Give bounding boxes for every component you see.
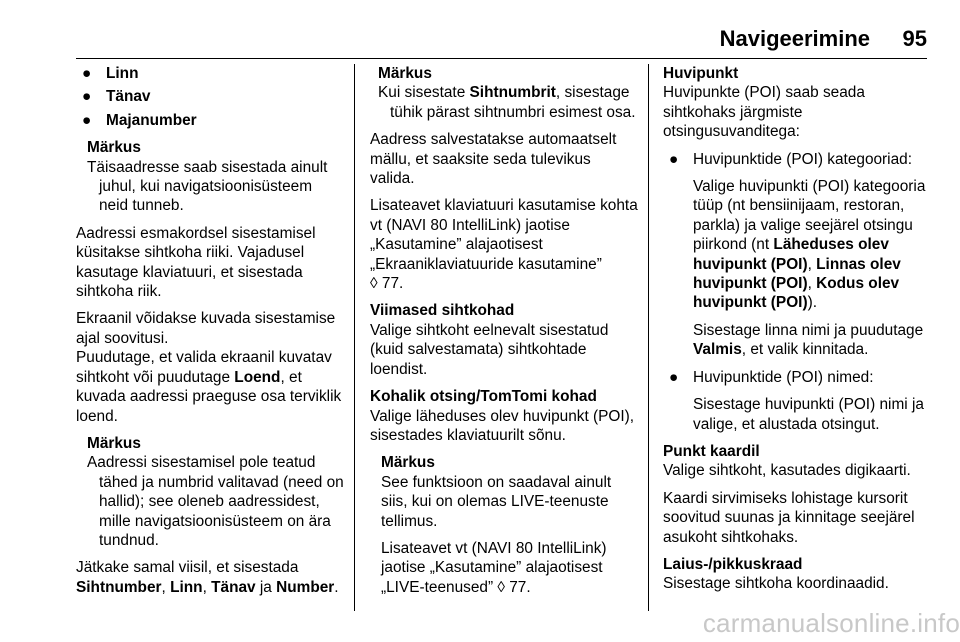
bullet-icon: ● <box>669 150 679 168</box>
paragraph-country: Aadressi esmakordsel sisestamisel küsitakse sihtkoha riiki. Vajadusel kasutage klaviatuuri, et sisestada sihtkoha riik. <box>76 224 316 301</box>
section-map-point: Punkt kaardil Valige sihtkoht, kasutades digikaarti. <box>663 442 933 481</box>
note-heading: Märkus <box>87 139 141 157</box>
section-heading: Kohalik otsing/TomTomi kohad <box>370 388 597 406</box>
column-1 <box>76 64 344 605</box>
list-item: ● Majanumber <box>82 111 197 129</box>
section-heading: Laius-/pikkuskraad <box>663 555 803 573</box>
note-heading: Märkus <box>87 434 141 452</box>
watermark: carmanualsonline.info <box>702 608 960 638</box>
column-divider-2 <box>648 64 649 611</box>
section-heading: Viimased sihtkohad <box>370 302 515 320</box>
list-item: ● Linn <box>82 65 139 82</box>
column-3 <box>663 64 933 602</box>
note-heading: Märkus <box>381 454 435 472</box>
section-poi: Huvipunkt Huvipunkte (POI) saab seada sihtkohaks järgmiste otsingusuvanditega: <box>663 64 933 142</box>
section-recent: Viimased sihtkohad Valige sihtkoht eelnevalt sisestatud (kuid salvestamata) sihtkohtade loendist. <box>370 301 638 379</box>
list-item: ● Huvipunktide (POI) nimed: Sisestage huvipunkti (POI) nimi ja valige, et alustada otsingut. <box>669 368 924 433</box>
note-full-address <box>87 138 344 216</box>
page-title: Navigeerimine <box>719 26 870 51</box>
page-header <box>0 24 960 56</box>
section-local-search: Kohalik otsing/TomTomi kohad Valige läheduses olev huvipunkt (POI), sisestades klaviatuurilt sõnu. <box>370 387 638 445</box>
note-postcode <box>378 64 638 122</box>
header-divider <box>76 58 927 59</box>
address-fields-list <box>76 64 344 130</box>
column-2 <box>370 64 638 605</box>
section-heading: Huvipunkt <box>663 65 739 82</box>
list-item: ● Huvipunktide (POI) kategooriad: Valige huvipunkti (POI) kategooria tüüp (nt bensiinijaam, restoran, parkla) ja valige seejärel otsingu piirkond (nt Läheduses olev huvipunkt (POI), Linnas olev huvipunkt (POI), Kodus olev huvipunkt (POI)). Sisestage linna nimi ja puudutage Valmis, et valik kinnitada. <box>669 150 926 359</box>
section-coordinates: Laius-/pikkuskraad Sisestage sihtkoha koordinaadid. <box>663 555 933 594</box>
note-text: See funktsioon on saadaval ainult siis, kui on olemas LIVE-teenuste tellimus. <box>381 473 612 530</box>
bullet-icon: ● <box>82 88 92 106</box>
poi-options-list <box>663 150 933 434</box>
page-number: 95 <box>902 26 927 51</box>
page-ref-icon: ◊ <box>370 275 378 293</box>
note-text: Aadressi sisestamisel pole teatud tähed ja numbrid valitavad (need on hallid); see oleneb aadressidest, mille navigatsioonisüsteem on ära tundnud. <box>87 454 344 549</box>
paragraph-continue: Jätkake samal viisil, et sisestada Sihtnumber, Linn, Tänav ja Number. <box>76 559 339 596</box>
note-text: Kui sisestate Sihtnumbrit, sisestage tühik pärast sihtnumbri esimest osa. <box>378 84 636 121</box>
note-text: Lisateavet vt (NAVI 80 IntelliLink) jaotise „Kasutamine” alajaotisest „LIVE-teenused” ◊ 77. <box>381 539 607 596</box>
bullet-icon: ● <box>82 111 92 129</box>
bullet-icon: ● <box>82 65 92 82</box>
paragraph-saved: Aadress salvestatakse automaatselt mällu, et saaksite seda tulevikus valida. <box>370 131 617 188</box>
note-greyed-letters <box>87 434 344 550</box>
note-heading: Märkus <box>378 65 432 82</box>
column-divider-1 <box>354 64 355 611</box>
paragraph-keyboard-ref: Lisateavet klaviatuuri kasutamise kohta vt (NAVI 80 IntelliLink) jaotise „Kasutamine” alajaotisest „Ekraaniklaviatuuride kasutamine” ◊ 77. <box>370 197 638 293</box>
note-text: Täisaadresse saab sisestada ainult juhul, kui navigatsioonisüsteem neid tunneb. <box>87 158 328 215</box>
section-heading: Punkt kaardil <box>663 442 760 460</box>
paragraph-suggestions: Ekraanil võidakse kuvada sisestamise ajal soovitusi. Puudutage, et valida ekraanil kuvatav sihtkoht või puudutage Loend, et kuvada aadressi praeguse osa terviklik loend. <box>76 310 342 425</box>
bullet-icon: ● <box>669 368 679 386</box>
note-live-services <box>381 453 638 597</box>
list-item: ● Tänav <box>82 88 151 106</box>
page-ref-icon: ◊ <box>497 578 505 596</box>
paragraph-map-scroll: Kaardi sirvimiseks lohistage kursorit soovitud suunas ja kinnitage seejärel asukoht sihtkohaks. <box>663 489 915 546</box>
